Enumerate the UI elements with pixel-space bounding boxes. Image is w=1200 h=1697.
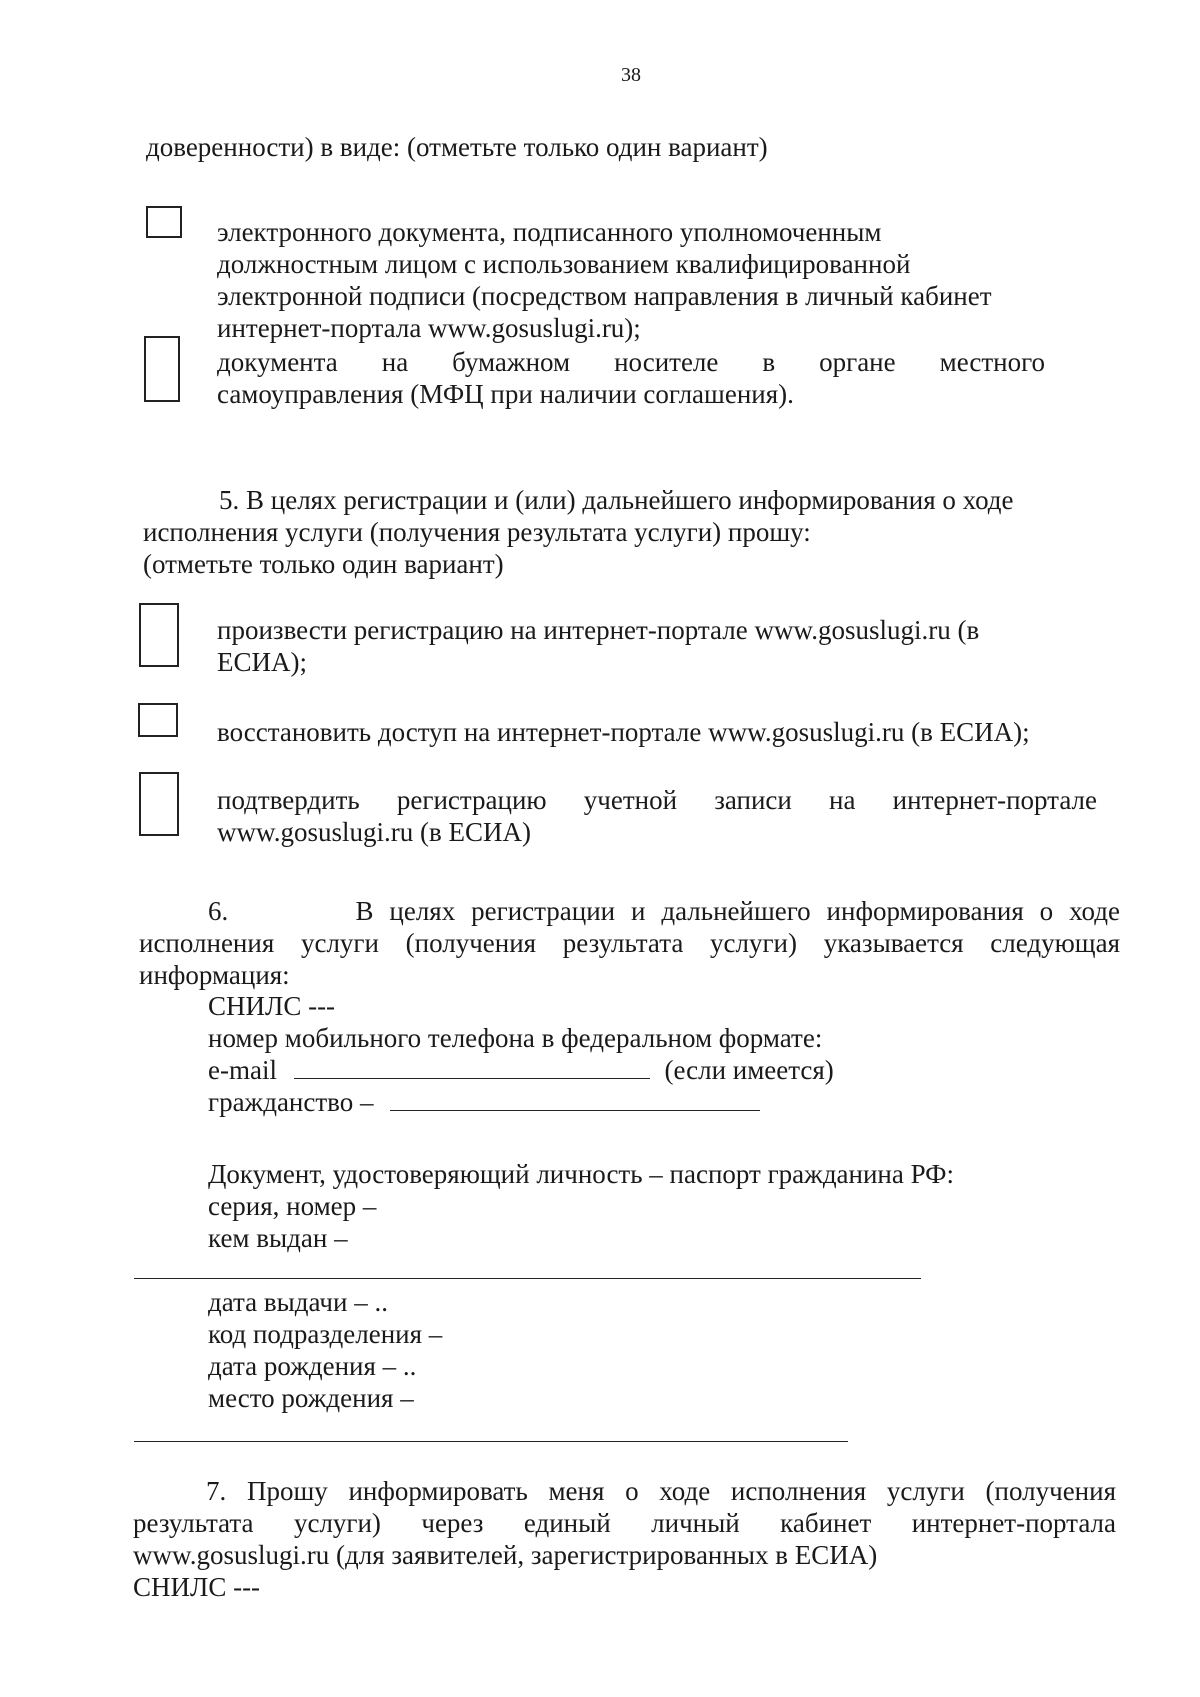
section7-line-2: результата услуги) через единый личный кабинет интернет-портала: [133, 1508, 1116, 1538]
option-restore-access-line: восстановить доступ на интернет-портале www.gosuslugi.ru (в ЕСИА);: [217, 717, 1030, 747]
section6-line-2: исполнения услуги (получения результата услуги) указывается следующая: [139, 928, 1120, 958]
option-paper-document-checkbox[interactable]: [144, 336, 180, 402]
issue-date-label: дата выдачи – ..: [208, 1287, 388, 1317]
option-register-line-2: ЕСИА);: [217, 647, 307, 677]
option-electronic-line-1: электронного документа, подписанного уполномоченным: [217, 217, 882, 247]
option-register-checkbox[interactable]: [139, 603, 179, 667]
birth-date-label: дата рождения – ..: [208, 1351, 417, 1381]
email-blank-field[interactable]: [294, 1054, 650, 1079]
citizenship-blank-field[interactable]: [390, 1086, 760, 1111]
section5-line-2: исполнения услуги (получения результата услуги) прошу:: [143, 517, 811, 547]
birth-place-blank-line[interactable]: [134, 1441, 848, 1442]
email-row: [208, 1054, 834, 1086]
section7-line-3: www.gosuslugi.ru (для заявителей, зарегистрированных в ЕСИА): [133, 1540, 878, 1570]
issued-by-blank-line[interactable]: [134, 1278, 921, 1279]
section7-snils-label: СНИЛС ---: [133, 1572, 261, 1602]
option-electronic-document-checkbox[interactable]: [146, 206, 182, 238]
identity-document-label: Документ, удостоверяющий личность – паспорт гражданина РФ:: [208, 1159, 955, 1189]
division-code-label: код подразделения –: [208, 1319, 443, 1349]
option-electronic-line-4: интернет-портала www.gosuslugi.ru);: [217, 313, 641, 343]
issued-by-label: кем выдан –: [208, 1223, 348, 1253]
citizenship-label: гражданство –: [208, 1087, 374, 1117]
citizenship-row: [208, 1086, 760, 1118]
email-note: (если имеется): [664, 1055, 834, 1085]
passport-series-label: серия, номер –: [208, 1191, 377, 1221]
section7-line-1: 7. Прошу информировать меня о ходе исполнения услуги (получения: [206, 1476, 1116, 1506]
option-register-line-1: произвести регистрацию на интернет-портале www.gosuslugi.ru (в: [217, 615, 980, 645]
section6-line-3: информация:: [139, 960, 290, 990]
option-electronic-line-3: электронной подписи (посредством направления в личный кабинет: [217, 281, 992, 311]
option-confirm-line-2: www.gosuslugi.ru (в ЕСИА): [217, 817, 531, 847]
snils-label: СНИЛС ---: [208, 991, 336, 1021]
page-number: 38: [621, 64, 641, 86]
option-paper-line-2: самоуправления (МФЦ при наличии соглашения).: [217, 379, 794, 409]
phone-label: номер мобильного телефона в федеральном формате:: [208, 1023, 823, 1053]
section4-intro: доверенности) в виде: (отметьте только один вариант): [146, 132, 768, 162]
section6-line-1: 6. В целях регистрации и дальнейшего информирования о ходе: [208, 896, 1120, 926]
option-paper-line-1: документа на бумажном носителе в органе местного: [217, 347, 1045, 377]
birth-place-label: место рождения –: [208, 1383, 414, 1413]
email-label: e-mail: [208, 1055, 277, 1085]
option-confirm-registration-checkbox[interactable]: [139, 772, 179, 836]
option-electronic-line-2: должностным лицом с использованием квалифицированной: [217, 249, 911, 279]
option-confirm-line-1: подтвердить регистрацию учетной записи на интернет-портале: [217, 785, 1097, 815]
section5-line-3: (отметьте только один вариант): [143, 549, 504, 579]
option-restore-access-checkbox[interactable]: [138, 703, 178, 737]
section5-line-1: 5. В целях регистрации и (или) дальнейшего информирования о ходе: [219, 485, 1014, 515]
